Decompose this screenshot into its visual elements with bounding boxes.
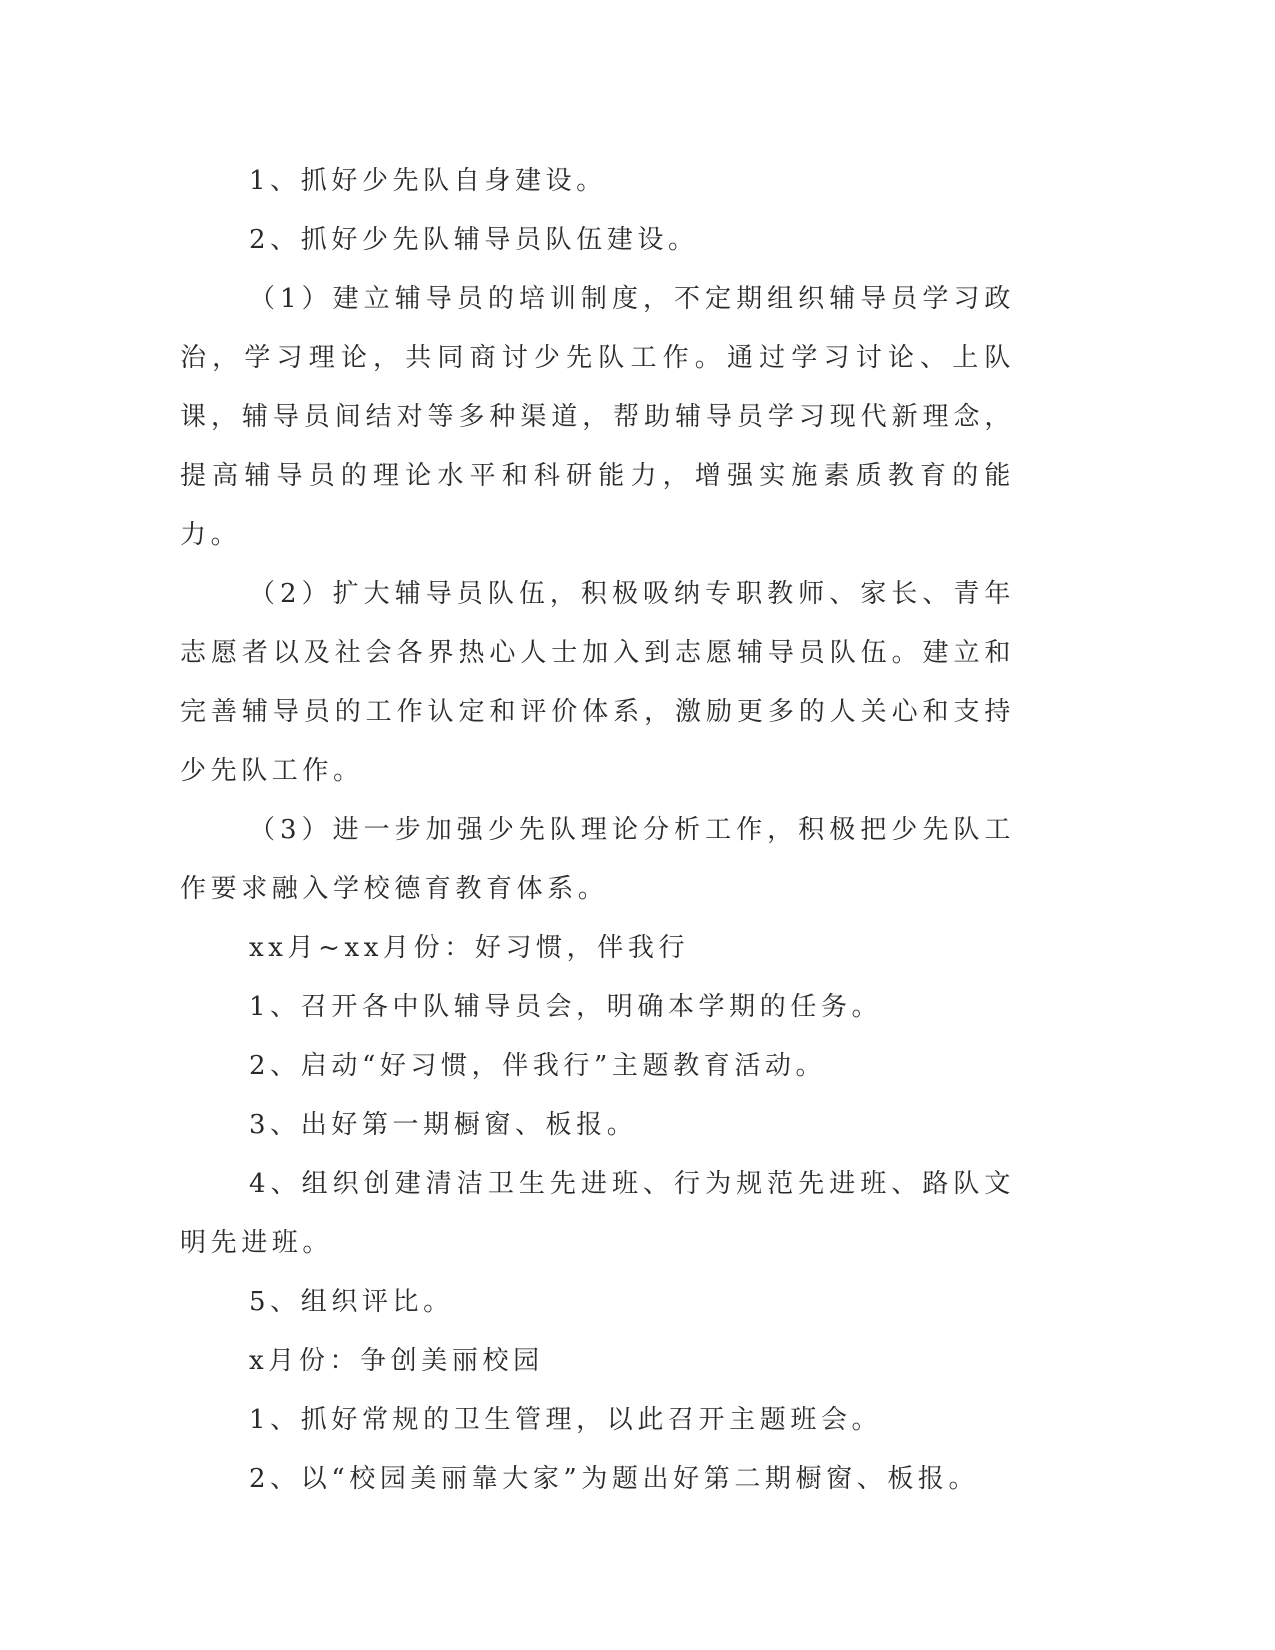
paragraph-3: （1）建立辅导员的培训制度，不定期组织辅导员学习政治，学习理论，共同商讨少先队工作。通过学习讨论、上队课，辅导员间结对等多种渠道，帮助辅导员学习现代新理念，提高辅导员的理论水平和科研能力，增强实施素质教育的能力。 (180, 284, 1015, 550)
paragraph-4: （2）扩大辅导员队伍，积极吸纳专职教师、家长、青年志愿者以及社会各界热心人士加入到志愿辅导员队伍。建立和完善辅导员的工作认定和评价体系，激励更多的人关心和支持少先队工作。 (180, 579, 1015, 786)
section-heading-1: xx月~xx月份：好习惯，伴我行 (249, 933, 690, 963)
paragraph-1: 1、抓好少先队自身建设。 (249, 166, 607, 196)
paragraph-6: 1、召开各中队辅导员会，明确本学期的任务。 (249, 992, 883, 1022)
paragraph-5: （3）进一步加强少先队理论分析工作，积极把少先队工作要求融入学校德育教育体系。 (180, 815, 1015, 904)
paragraph-10: 5、组织评比。 (249, 1287, 454, 1317)
document-body (180, 152, 1015, 1509)
section-heading-2: x月份：争创美丽校园 (249, 1346, 544, 1376)
paragraph-11: 1、抓好常规的卫生管理，以此召开主题班会。 (249, 1405, 883, 1435)
paragraph-12: 2、以“校园美丽靠大家”为题出好第二期橱窗、板报。 (249, 1464, 980, 1494)
paragraph-7: 2、启动“好习惯，伴我行”主题教育活动。 (249, 1051, 827, 1081)
paragraph-2: 2、抓好少先队辅导员队伍建设。 (249, 225, 699, 255)
paragraph-8: 3、出好第一期橱窗、板报。 (249, 1110, 638, 1140)
paragraph-9: 4、组织创建清洁卫生先进班、行为规范先进班、路队文明先进班。 (180, 1169, 1015, 1258)
